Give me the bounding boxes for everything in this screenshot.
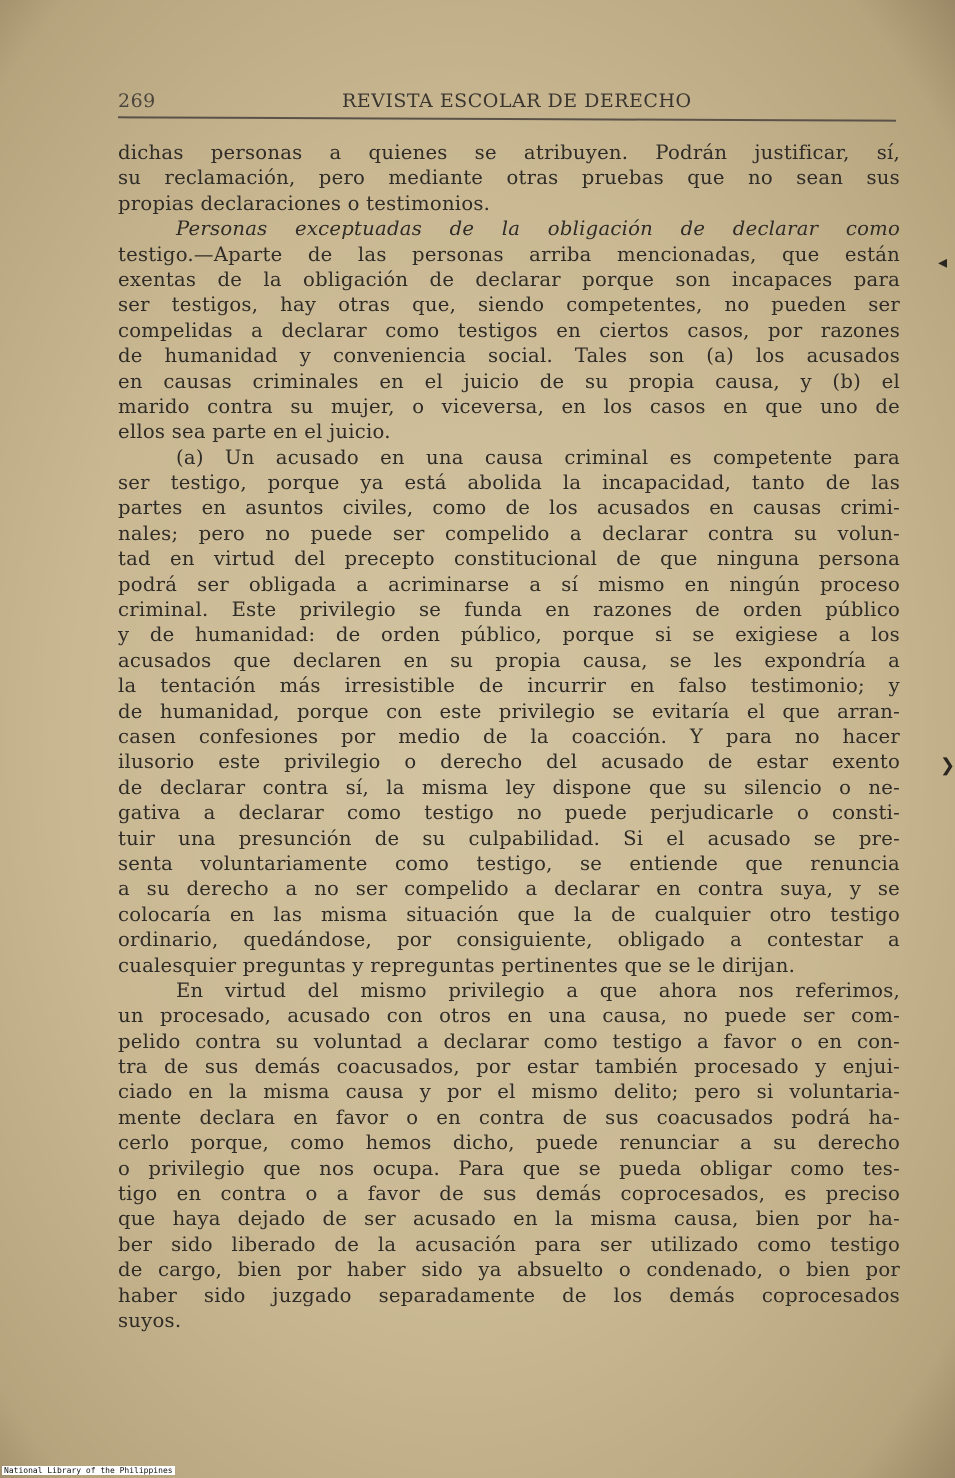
text-line: (a) Un acusado en una causa criminal es competente para xyxy=(176,445,900,469)
text-line: mente declara en favor o en contra de sus coacusados podrá ha- xyxy=(118,1105,900,1129)
text-line: de declarar contra sí, la misma ley dispone que su silencio o ne- xyxy=(118,775,900,799)
text-line: dichas personas a quienes se atribuyen. Podrán justificar, sí, xyxy=(118,141,900,164)
text-line: acusados que declaren en su propia causa, se les expondría a xyxy=(118,648,900,672)
text-line: en causas criminales en el juicio de su propia causa, y (b) el xyxy=(118,369,900,393)
text-line: su reclamación, pero mediante otras pruebas que no sean sus xyxy=(118,166,900,190)
text-line: marido contra su mujer, o viceversa, en los casos en que uno de xyxy=(118,394,900,418)
journal-title: REVISTA ESCOLAR DE DERECHO xyxy=(342,90,692,112)
text-line: que haya dejado de ser acusado en la misma causa, bien por ha- xyxy=(118,1207,900,1231)
text-line: haber sido juzgado separadamente de los demás coprocesados xyxy=(118,1283,900,1307)
text-line: tad en virtud del precepto constitucional de que ninguna persona xyxy=(118,547,900,571)
margin-mark-icon: ❯ xyxy=(940,755,955,776)
library-credit: National Library of the Philippines xyxy=(4,1466,173,1475)
text-line: ser testigo, porque ya está abolida la incapacidad, tanto de las xyxy=(118,471,900,495)
text-line: nales; pero no puede ser compelido a declarar contra su volun- xyxy=(118,521,900,545)
text-line: ber sido liberado de la acusación para ser utilizado como testigo xyxy=(118,1232,900,1256)
text-line: la tentación más irresistible de incurrir en falso testimonio; y xyxy=(118,674,900,698)
text-line: tra de sus demás coacusados, por estar también procesado y enjui- xyxy=(118,1055,900,1079)
text-line: colocaría en las misma situación que la de cualquier otro testigo xyxy=(118,902,900,926)
body-text xyxy=(118,140,900,1333)
text-line: criminal. Este privilegio se funda en razones de orden público xyxy=(118,598,900,622)
text-line: compelidas a declarar como testigos en ciertos casos, por razones xyxy=(118,318,900,342)
text-line: o privilegio que nos ocupa. Para que se pueda obligar como tes- xyxy=(118,1156,900,1180)
text-line: tuir una presunción de su culpabilidad. Si el acusado se pre- xyxy=(118,826,900,850)
text-line: ilusorio este privilegio o derecho del acusado de estar exento xyxy=(118,750,900,774)
text-line: tigo en contra o a favor de sus demás coprocesados, es preciso xyxy=(118,1182,900,1206)
text-line: casen confesiones por medio de la coacción. Y para no hacer xyxy=(118,724,900,748)
text-line: partes en asuntos civiles, como de los acusados en causas crimi- xyxy=(118,496,900,520)
text-line: gativa a declarar como testigo no puede perjudicarle o consti- xyxy=(118,801,900,825)
text-line: suyos. xyxy=(118,1308,182,1332)
text-line: ser testigos, hay otras que, siendo competentes, no pueden ser xyxy=(118,293,900,317)
text-line: ordinario, quedándose, por consiguiente, obligado a contestar a xyxy=(118,928,900,952)
text-line: y de humanidad: de orden público, porque si se exigiese a los xyxy=(118,623,900,647)
text-line: de cargo, bien por haber sido ya absuelto o condenado, o bien por xyxy=(118,1258,900,1282)
text-line: ellos sea parte en el juicio. xyxy=(118,420,391,444)
text-line: senta voluntariamente como testigo, se entiende que renuncia xyxy=(118,851,900,875)
text-line: de humanidad y conveniencia social. Tales son (a) los acusados xyxy=(118,344,900,368)
text-line: de humanidad, porque con este privilegio se evitaría el que arran- xyxy=(118,699,900,723)
text-line: un procesado, acusado con otros en una causa, no puede ser com- xyxy=(118,1004,900,1028)
margin-mark-icon: ◂ xyxy=(938,252,948,273)
text-line: ciado en la misma causa y por el mismo delito; pero si voluntaria- xyxy=(118,1080,900,1104)
text-line: propias declaraciones o testimonios. xyxy=(118,191,491,215)
section-heading-line: Personas exceptuadas de la obligación de declarar como xyxy=(176,217,900,241)
text-line: cualesquier preguntas y repreguntas pertinentes que se le dirijan. xyxy=(118,953,796,977)
page-number: 269 xyxy=(118,90,156,112)
text-line: podrá ser obligada a acriminarse a sí mismo en ningún proceso xyxy=(118,572,900,596)
text-line: testigo.—Aparte de las personas arriba mencionadas, que están xyxy=(118,242,900,266)
text-line: En virtud del mismo privilegio a que ahora nos referimos, xyxy=(176,978,900,1002)
text-line: exentas de la obligación de declarar porque son incapaces para xyxy=(118,267,900,291)
text-line: a su derecho a no ser compelido a declarar en contra suya, y se xyxy=(118,877,900,901)
text-line: pelido contra su voluntad a declarar como testigo a favor o en con- xyxy=(118,1029,900,1053)
text-line: cerlo porque, como hemos dicho, puede renunciar a su derecho xyxy=(118,1131,900,1155)
